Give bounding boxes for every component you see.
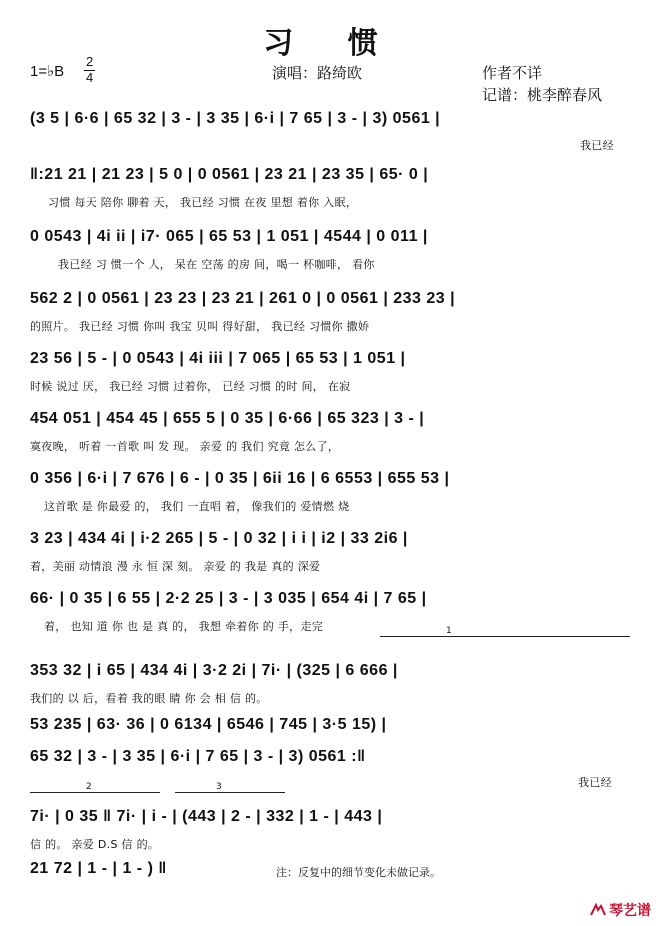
- time-signature-bottom: 4: [86, 70, 94, 85]
- lyric-line-10: 我们的 以 后，看着 我的眼 睛 你 会 相 信 的。: [30, 692, 268, 705]
- score-line-13: 7i· | 0 35 ‖ 7i· | i - | (443 | 2 - | 332 | 1 - | 443 |: [30, 808, 383, 825]
- logo-text: 琴艺谱: [609, 903, 651, 919]
- score-line-3: 0 0543 | 4i ii | i7· 065 | 65 53 | 1 051 | 4544 | 0 011 |: [30, 228, 428, 245]
- volta-bracket-3: [175, 792, 285, 793]
- lyric-line-13: 信 的。 亲爱 D.S 信 的。: [30, 838, 160, 851]
- score-line-11: 53 235 | 63· 36 | 0 6134 | 6546 | 745 | 3·5 15) |: [30, 716, 387, 733]
- score-line-14: 21 72 | 1 - | 1 - ) ‖: [30, 860, 167, 877]
- volta-number-1: 1: [446, 626, 453, 636]
- lyric-line-3: 我已经 习 惯一个 人， 呆在 空荡 的房 间，喝一 杯咖啡， 看你: [58, 258, 375, 271]
- lyric-line-12: 我已经: [578, 776, 612, 789]
- score-line-10: 353 32 | i 65 | 434 4i | 3·2 2i | 7i· | (325 | 6 666 |: [30, 662, 398, 679]
- score-line-7: 0 356 | 6·i | 7 676 | 6 - | 0 35 | 6ii 16 | 6 6553 | 655 53 |: [30, 470, 450, 487]
- volta-bracket-2: [30, 792, 160, 793]
- singer-credit: 演唱：路绮欧: [272, 64, 363, 82]
- lyric-line-2: 习惯 每天 陪你 聊着 天， 我已经 习惯 在夜 里想 着你 入眠，: [48, 196, 358, 209]
- footnote: 注：反复中的细节变化未做记录。: [276, 866, 441, 879]
- lyric-line-8: 着，美丽 动情浪 漫 永 恒 深 刻。 亲爱 的 我是 真的 深爱: [30, 560, 321, 573]
- time-signature-divider: [84, 70, 95, 71]
- score-line-4: 562 2 | 0 0561 | 23 23 | 23 21 | 261 0 | 0 0561 | 233 23 |: [30, 290, 456, 307]
- lyric-line-9: 着， 也知 道 你 也 是 真 的， 我想 牵着你 的 手，走完: [44, 620, 324, 633]
- notation-credit: 记谱：桃李醉春风: [482, 86, 603, 104]
- score-line-1: (3 5 | 6·6 | 65 32 | 3 - | 3 35 | 6·i | 7 65 | 3 - | 3) 0561 |: [30, 110, 441, 127]
- volta-number-3: 3: [216, 782, 223, 792]
- lyric-line-7: 这首歌 是 你最爱 的， 我们 一直唱 着， 像我们的 爱情燃 烧: [44, 500, 350, 513]
- time-signature-top: 2: [86, 54, 94, 69]
- lyric-line-4: 的照片。 我已经 习惯 你叫 我宝 贝叫 得好甜， 我已经 习惯你 撒娇: [30, 320, 370, 333]
- score-line-9: 66· | 0 35 | 6 55 | 2·2 25 | 3 - | 3 035 | 654 4i | 7 65 |: [30, 590, 427, 607]
- logo-mark-icon: [590, 903, 606, 917]
- score-line-8: 3 23 | 434 4i | i·2 265 | 5 - | 0 32 | i i | i2 | 33 2i6 |: [30, 530, 408, 547]
- page-title: 习 惯: [263, 26, 400, 61]
- lyric-line-6: 寞夜晚， 听着 一首歌 叫 发 现。 亲爱 的 我们 究竟 怎么了，: [30, 440, 340, 453]
- score-line-12: 65 32 | 3 - | 3 35 | 6·i | 7 65 | 3 - | 3) 0561 :‖: [30, 748, 366, 765]
- author-credit: 作者不详: [482, 64, 543, 82]
- lyric-line-5: 时候 说过 厌， 我已经 习惯 过着你， 已经 习惯 的时 间， 在寂: [30, 380, 351, 393]
- score-line-2: ‖:21 21 | 21 23 | 5 0 | 0 0561 | 23 21 | 23 35 | 65· 0 |: [30, 166, 429, 183]
- score-line-6: 454 051 | 454 45 | 655 5 | 0 35 | 6·66 | 65 323 | 3 - |: [30, 410, 425, 427]
- score-line-5: 23 56 | 5 - | 0 0543 | 4i iii | 7 065 | 65 53 | 1 051 |: [30, 350, 406, 367]
- volta-number-2: 2: [86, 782, 93, 792]
- lyric-line-1: 我已经: [580, 139, 614, 152]
- volta-bracket-1: [380, 636, 630, 637]
- site-logo: [590, 900, 651, 920]
- key-signature: 1=♭B: [30, 63, 65, 80]
